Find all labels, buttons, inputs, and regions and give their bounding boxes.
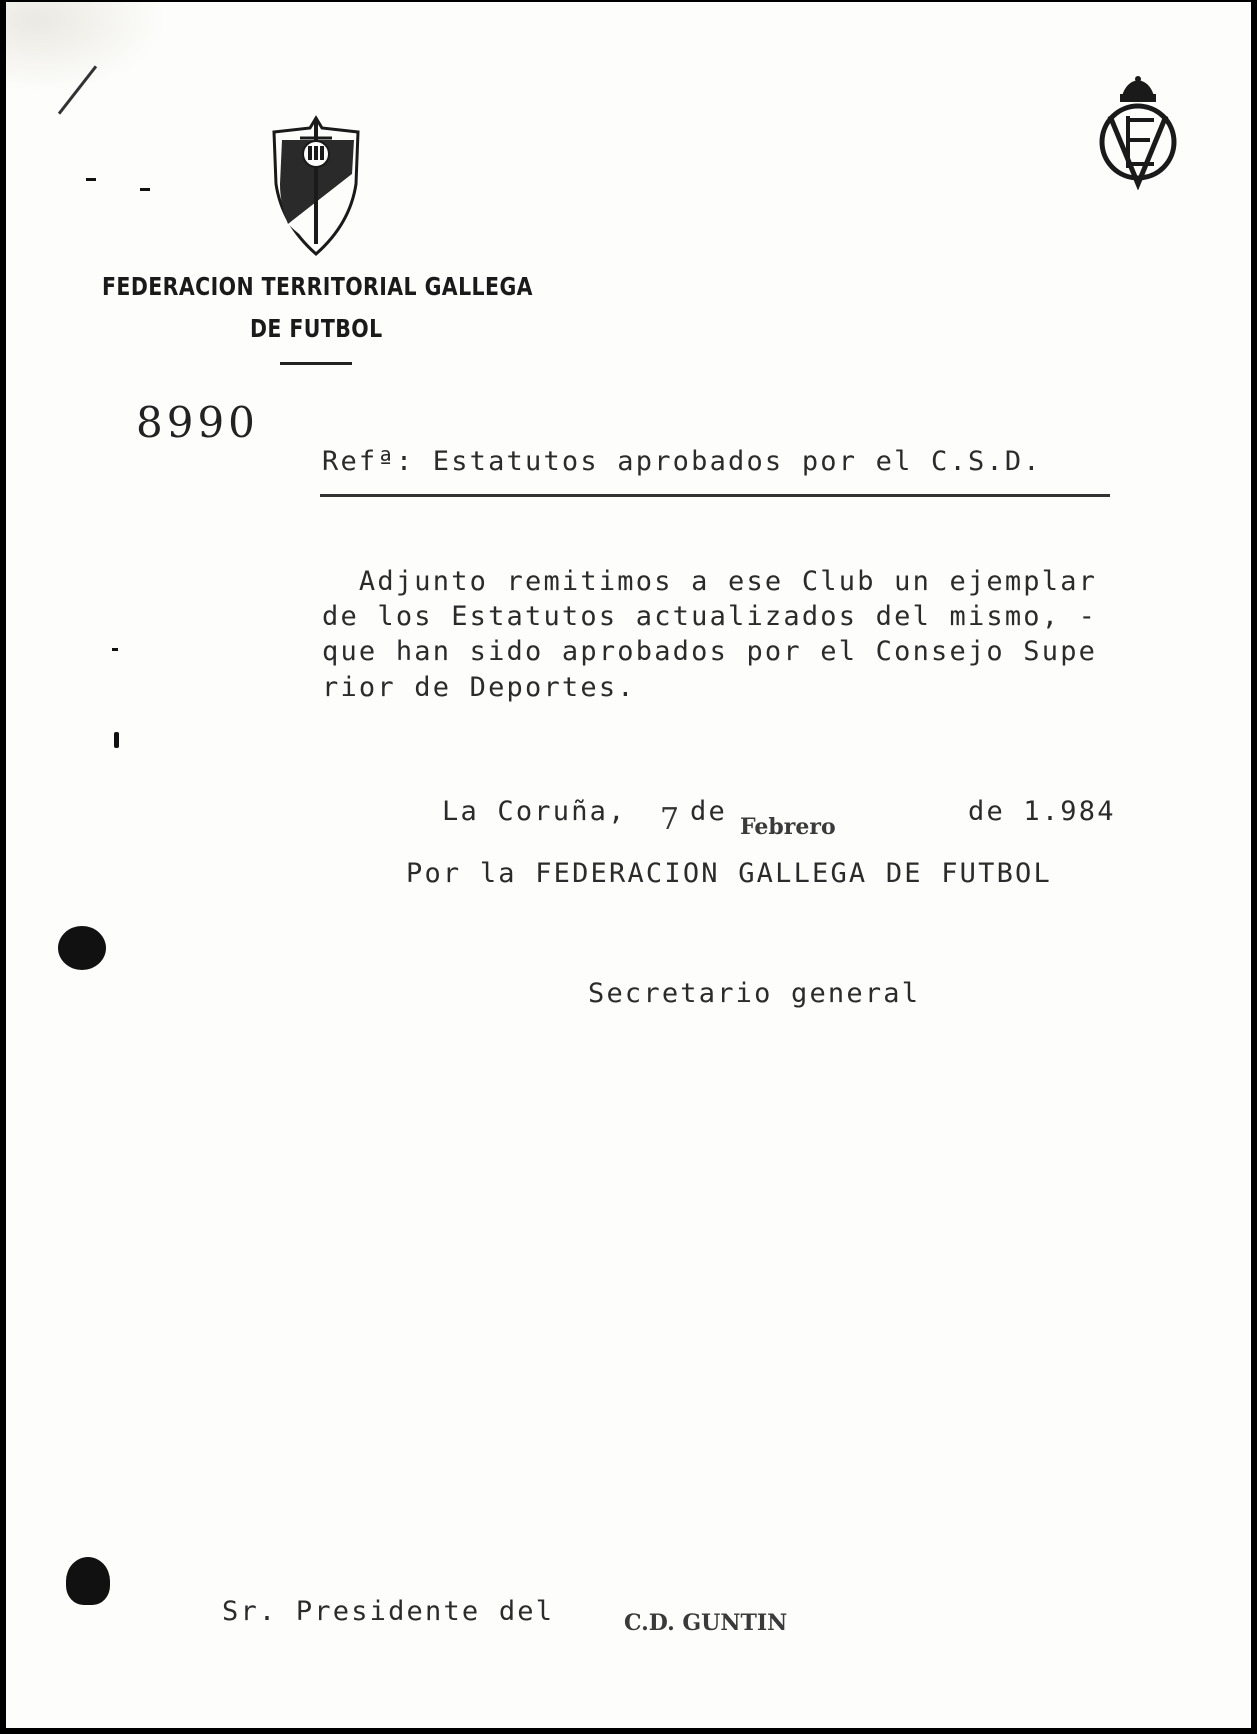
- signature-organization: Por la FEDERACION GALLEGA DE FUTBOL: [406, 858, 1052, 889]
- ink-speck: [140, 188, 150, 191]
- letterhead-subtitle: DE FUTBOL: [250, 314, 383, 343]
- signature-title: Secretario general: [588, 978, 921, 1009]
- reference-underline: [320, 494, 1110, 497]
- body-line-1: Adjunto remitimos a ese Club un ejemplar: [322, 566, 1098, 597]
- letter-page: [6, 2, 1251, 1728]
- body-line-3: que han sido aprobados por el Consejo Supe: [322, 636, 1098, 667]
- date-de: de: [690, 796, 727, 827]
- letterhead-rule: [280, 362, 352, 365]
- date-month: Febrero: [740, 814, 836, 840]
- letterhead-title: FEDERACION TERRITORIAL GALLEGA: [102, 272, 533, 301]
- ink-speck: [86, 178, 96, 181]
- body-line-2: de los Estatutos actualizados del mismo, -: [322, 601, 1098, 632]
- ink-speck: [114, 732, 119, 748]
- punch-hole-lower: [66, 1557, 110, 1605]
- punch-hole-upper: [58, 926, 106, 970]
- body-line-4: rior de Deportes.: [322, 672, 636, 703]
- gallega-federation-shield-icon: [270, 114, 362, 258]
- date-day: 7: [660, 802, 680, 837]
- reference-line: Refª: Estatutos aprobados por el C.S.D.: [322, 446, 1042, 477]
- date-year: de 1.984: [968, 796, 1116, 827]
- ink-scratch: [58, 65, 97, 114]
- date-place: La Coruña,: [442, 796, 627, 827]
- addressee-club: C.D. GUNTIN: [624, 1610, 788, 1636]
- ink-speck: [112, 648, 118, 651]
- addressee-prefix: Sr. Presidente del: [222, 1596, 555, 1627]
- registry-number: 8990: [136, 398, 259, 447]
- rfef-crowned-crest-icon: [1096, 76, 1180, 190]
